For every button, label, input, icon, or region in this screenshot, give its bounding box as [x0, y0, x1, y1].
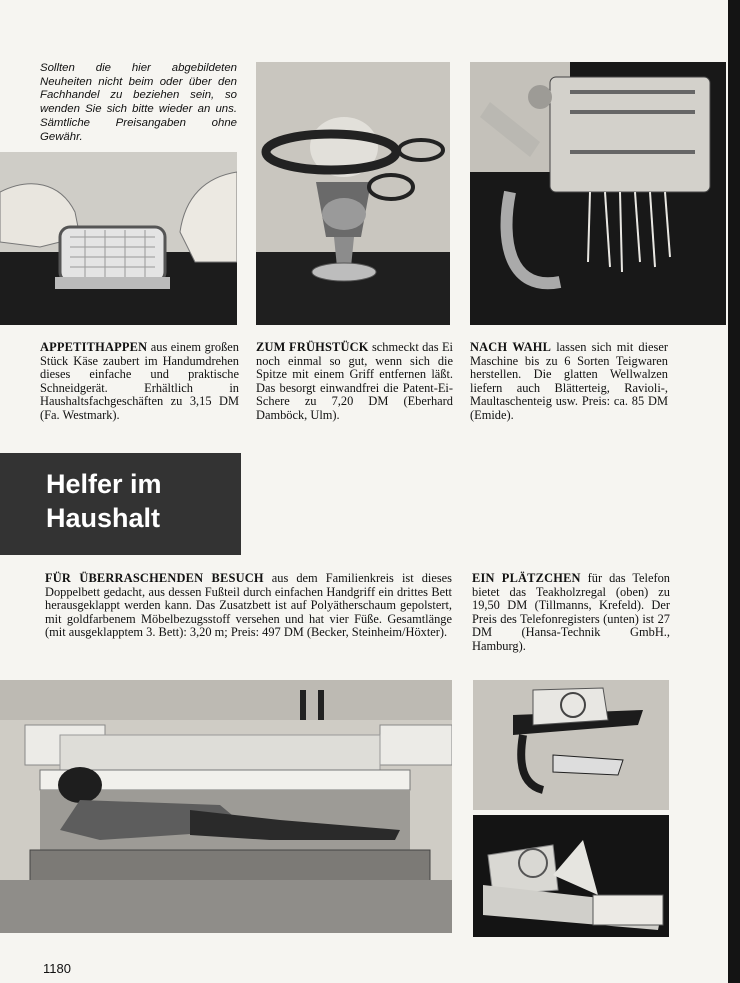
caption-heading: FÜR ÜBERRASCHENDEN BESUCH: [45, 571, 264, 585]
banner-line-1: Helfer im: [46, 469, 162, 499]
caption-body: für das Telefon bietet das Teakholzregal (oben) zu 19,50 DM (Tillmanns, Krefeld). Der Preis des Telefonregisters (unten) ist 27 DM (Hansa-Technik GmbH., Hamburg).: [472, 571, 671, 653]
photo-sofa-bed: [0, 680, 452, 933]
caption-heading: ZUM FRÜHSTÜCK: [256, 340, 369, 354]
caption-body: aus dem Familienkreis ist dieses Doppelbett gedacht, aus dessen Fußteil durch einfachen Handgriff ein drittes Bett herausgeklappt werden kann. Das Zusatzbett ist auf Polyätherschaum gepolstert, mit goldfarbenem Möbelbezugsstoff versehen und hat vier Füße. Gesamtlänge (mit ausgeklapptem 3. Bett): 3,20 m; Preis: 497 DM (Becker, Steinheim/Höxter).: [45, 571, 452, 640]
caption-appetithappen: [40, 341, 239, 423]
banner-line-2: Haushalt: [46, 503, 161, 533]
section-banner: [0, 453, 241, 555]
caption-heading: NACH WAHL: [470, 340, 552, 354]
caption-body: lassen sich mit dieser Maschine bis zu 6 Sorten Teigwaren herstellen. Die glatten Wellwalzen liefern auch Blätterteig, Ravioli-, Maultaschenteig usw. Preis: ca. 85 DM (Emide).: [470, 340, 668, 422]
caption-body: schmeckt das Ei noch einmal so gut, wenn sich die Spitze mit einem Griff entfernen läßt. Das besorgt einwandfrei die Patent-Ei-Schere zu 7,20 DM (Eberhard Damböck, Ulm).: [256, 340, 453, 422]
photo-egg-scissors: [256, 62, 450, 325]
page-spine: [728, 0, 740, 983]
caption-ein-plaetzchen: [472, 572, 670, 654]
photo-pasta-machine: [470, 62, 726, 325]
caption-heading: APPETITHAPPEN: [40, 340, 148, 354]
caption-zum-fruehstueck: [256, 341, 453, 423]
photo-telephone-shelf: [473, 680, 669, 810]
page-number: 1180: [43, 961, 71, 976]
photo-telephone-register: [473, 815, 669, 937]
caption-body: aus einem großen Stück Käse zaubert im Handumdrehen dieses einfache und praktische Schneidgerät. Erhältlich in Haushaltsfachgeschäften zu 3,15 DM (Fa. Westmark).: [40, 340, 239, 422]
intro-note: Sollten die hier abgebildeten Neuheiten nicht beim oder über den Fachhandel zu beziehen sein, so wenden Sie sich bitte wieder an uns. Sämtliche Preisangaben ohne Gewähr.: [40, 62, 237, 143]
caption-heading: EIN PLÄTZCHEN: [472, 571, 581, 585]
caption-ueberraschender-besuch: [45, 572, 452, 640]
caption-nach-wahl: [470, 341, 668, 423]
photo-cheese-cutter: [0, 152, 237, 325]
